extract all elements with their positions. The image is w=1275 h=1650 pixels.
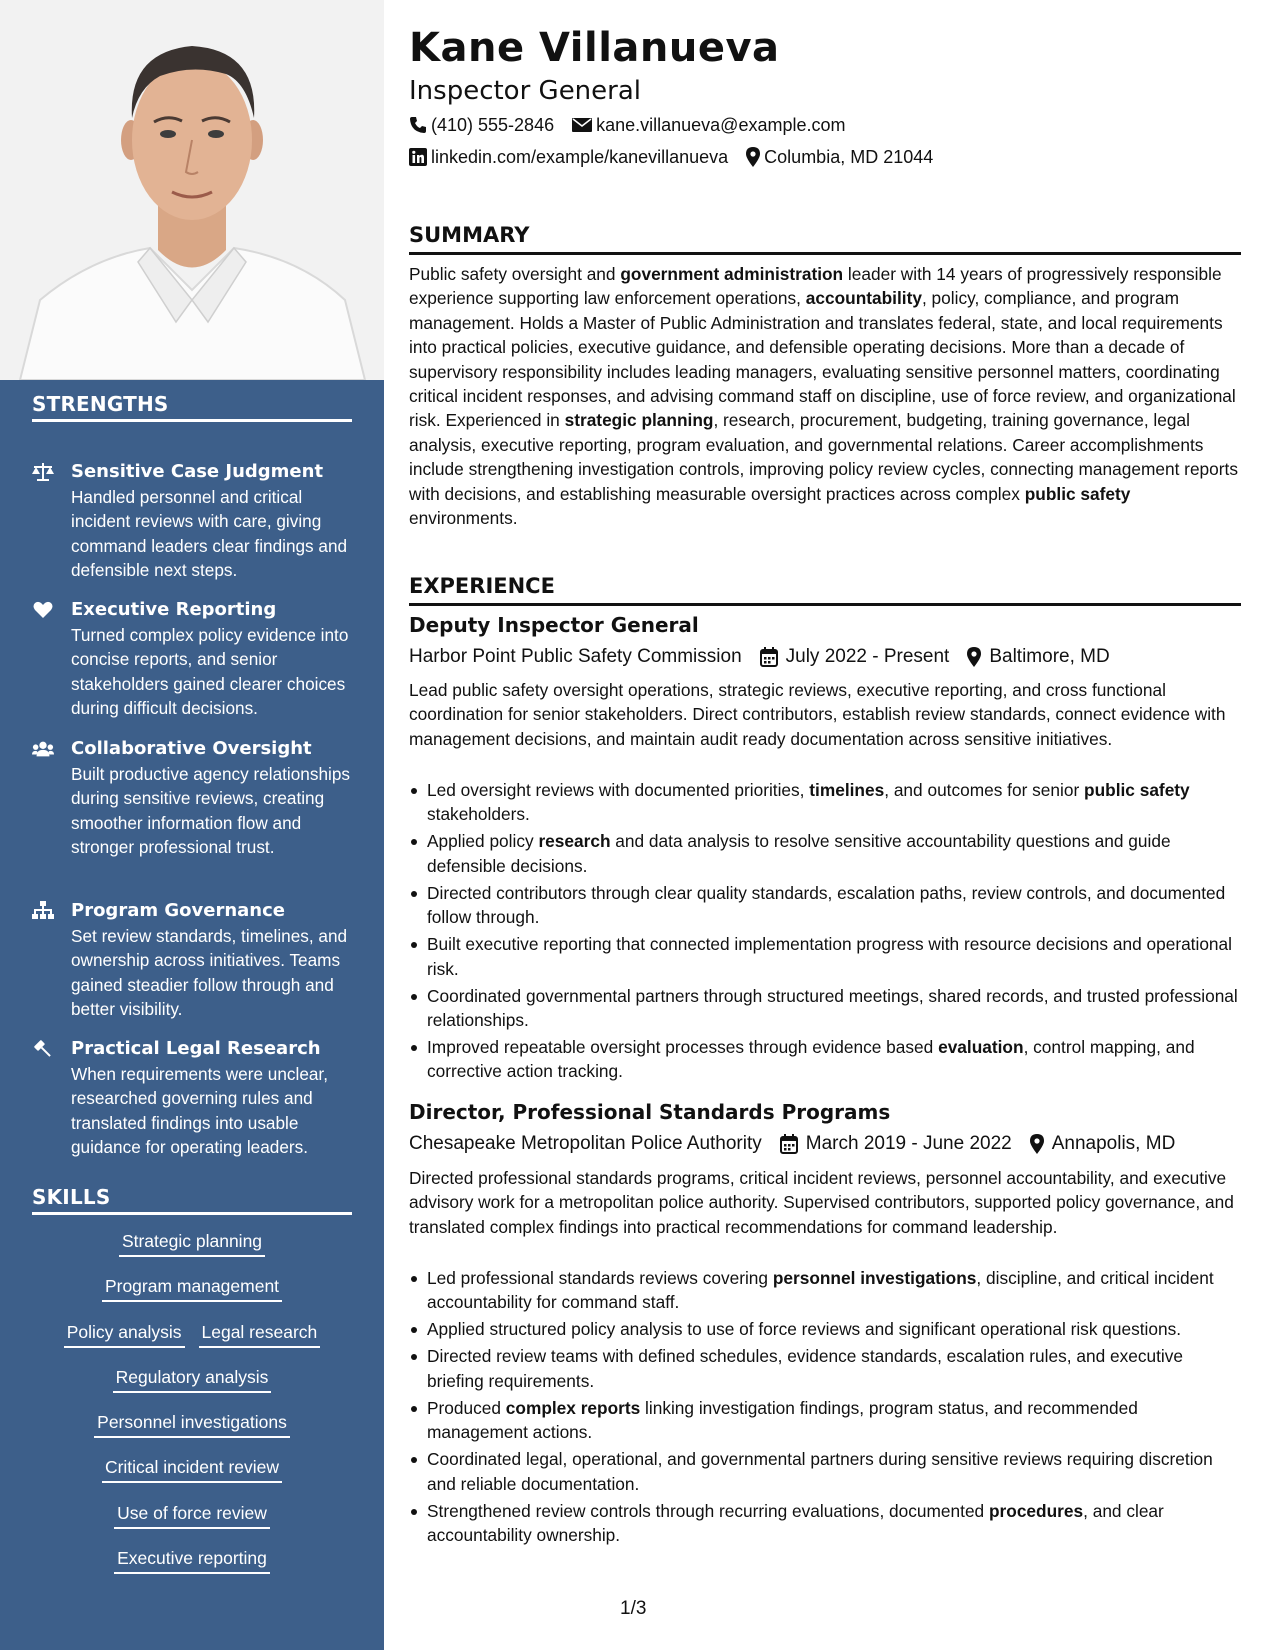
- job-bullet: Strengthened review controls through recurring evaluations, documented procedures, and clear accountability ownership.: [409, 1499, 1241, 1548]
- skill-tag: Regulatory analysis: [113, 1366, 272, 1393]
- skill-tag: Executive reporting: [114, 1547, 270, 1574]
- job-bullets: [409, 778, 1241, 1086]
- summary-heading: SUMMARY: [409, 222, 1241, 255]
- summary-emphasis: accountability: [805, 288, 922, 309]
- job-bullet: Directed contributors through clear quality standards, escalation paths, review controls, and documented follow through.: [409, 881, 1241, 930]
- skills-heading: SKILLS: [32, 1185, 352, 1215]
- skill-row: [0, 1230, 384, 1275]
- heart-icon: [32, 600, 54, 620]
- skill-tag: Legal research: [199, 1321, 321, 1348]
- strength-title: Executive Reporting: [71, 599, 277, 620]
- job-description: Directed professional standards programs, critical incident reviews, personnel accountability, and executive advisory work for a metropolitan police authority. Supervised contributors, supported policy governance, and translated complex findings into practical recommendations for command leadership.: [409, 1168, 1234, 1237]
- bullet-emphasis: public safety: [1084, 780, 1190, 800]
- skill-row: [0, 1502, 384, 1547]
- location-text: Columbia, MD 21044: [764, 147, 934, 167]
- map-marker-icon: [967, 647, 981, 667]
- strength-title: Sensitive Case Judgment: [71, 461, 324, 482]
- scale-icon: [32, 462, 54, 482]
- strength-desc: When requirements were unclear, researched governing rules and translated findings into usable guidance for operating leaders.: [71, 1064, 328, 1158]
- summary-text: Public safety oversight and government administration leader with 14 years of progressively responsible experience supporting law enforcement operations, accountability, policy, compliance, and program management. Holds a Master of Public Administration and translates federal, state, and local requirements into practical policies, executive guidance, and defensible operating decisions. More than a decade of supervisory responsibility includes leading managers, evaluating sensitive personnel matters, coordinating critical incident responses, and advising command staff on discipline, use of force review, and organizational risk. Experienced in strategic planning, research, procurement, budgeting, training governance, legal analysis, executive reporting, program evaluation, and governmental relations. Career accomplishments include strengthening investigation controls, improving policy review cycles, connecting management reports with decisions, and establishing measurable oversight practices across complex public safety environments.: [409, 264, 1238, 529]
- map-marker-icon: [1030, 1134, 1044, 1154]
- skill-tag: Program management: [102, 1275, 282, 1302]
- linkedin-icon: [409, 148, 427, 166]
- skill-row: [0, 1456, 384, 1501]
- strength-title: Program Governance: [71, 900, 285, 921]
- job-bullet: Applied policy research and data analysis to resolve sensitive accountability questions and guide defensible decisions.: [409, 829, 1241, 878]
- candidate-title: Inspector General: [409, 76, 642, 106]
- job-bullet: Directed review teams with defined schedules, evidence standards, escalation rules, and executive briefing requirements.: [409, 1344, 1241, 1393]
- job-dates: March 2019 - June 2022: [805, 1133, 1012, 1154]
- skill-row: [0, 1411, 384, 1456]
- job-bullet: Coordinated governmental partners through structured meetings, shared records, and trusted professional relationships.: [409, 984, 1241, 1033]
- job-meta: [409, 1132, 1175, 1156]
- job-bullets: [409, 1266, 1241, 1550]
- strength-title: Practical Legal Research: [71, 1038, 321, 1059]
- experience-heading: EXPERIENCE: [409, 573, 1241, 606]
- gavel-icon: [32, 1039, 54, 1059]
- email-link[interactable]: kane.villanueva@example.com: [596, 115, 846, 135]
- candidate-name: Kane Villanueva: [409, 25, 780, 71]
- skill-row: [0, 1547, 384, 1592]
- map-marker-icon: [746, 147, 760, 167]
- strength-desc: Turned complex policy evidence into concise reports, and senior stakeholders gained clearer choices during difficult decisions.: [71, 625, 349, 719]
- job-description: Lead public safety oversight operations, strategic reviews, executive reporting, and cross functional coordination for senior stakeholders. Direct contributors, establish review standards, connect evidence with management decisions, and maintain audit ready documentation across sensitive initiatives.: [409, 680, 1226, 749]
- phone-icon: [409, 116, 427, 134]
- job-dates: July 2022 - Present: [785, 646, 950, 667]
- skills-list: [0, 1230, 384, 1592]
- calendar-icon: [780, 1134, 798, 1154]
- skill-row: [0, 1366, 384, 1411]
- skill-row: [0, 1321, 384, 1366]
- strengths-heading: STRENGTHS: [32, 392, 352, 422]
- skill-tag: Strategic planning: [119, 1230, 265, 1257]
- job-bullet: Improved repeatable oversight processes through evidence based evaluation, control mapping, and corrective action tracking.: [409, 1035, 1241, 1084]
- envelope-icon: [572, 117, 592, 133]
- strength-desc: Handled personnel and critical incident reviews with care, giving command leaders clear findings and defensible next steps.: [71, 487, 348, 581]
- users-icon: [32, 739, 54, 759]
- bullet-emphasis: evaluation: [938, 1037, 1024, 1058]
- summary-emphasis: strategic planning: [564, 410, 714, 431]
- job-title: Director, Professional Standards Programs: [409, 1100, 891, 1124]
- bullet-emphasis: research: [538, 831, 611, 852]
- summary-emphasis: government administration: [620, 264, 844, 284]
- bullet-emphasis: complex reports: [505, 1397, 641, 1418]
- job-title: Deputy Inspector General: [409, 613, 699, 637]
- job-bullet: Coordinated legal, operational, and governmental partners during sensitive reviews requiring discretion and reliable documentation.: [409, 1447, 1241, 1496]
- strength-desc: Built productive agency relationships during sensitive reviews, creating smoother information flow and stronger professional trust.: [71, 764, 350, 858]
- profile-photo-image: [0, 0, 384, 380]
- profile-photo: [0, 0, 384, 380]
- job-bullet: Produced complex reports linking investigation findings, program status, and recommended management actions.: [409, 1396, 1241, 1445]
- page-number: 1/3: [620, 1598, 647, 1619]
- bullet-emphasis: timelines: [809, 780, 885, 800]
- skill-tag: Personnel investigations: [94, 1411, 290, 1438]
- strength-title: Collaborative Oversight: [71, 738, 312, 759]
- job-bullet: Led professional standards reviews covering personnel investigations, discipline, and critical incident accountability for command staff.: [409, 1266, 1241, 1315]
- contact-line-1: [409, 114, 846, 136]
- job-meta: [409, 645, 1110, 669]
- skill-tag: Critical incident review: [102, 1456, 282, 1483]
- contact-line-2: [409, 146, 933, 168]
- bullet-emphasis: personnel investigations: [772, 1268, 977, 1288]
- sitemap-icon: [32, 901, 54, 921]
- job-bullet: Applied structured policy analysis to use of force reviews and significant operational risk questions.: [409, 1317, 1241, 1341]
- strength-desc: Set review standards, timelines, and ownership across initiatives. Teams gained steadier follow through and better visibility.: [71, 926, 348, 1020]
- skill-row: [0, 1275, 384, 1320]
- bullet-emphasis: procedures: [988, 1500, 1084, 1521]
- job-location: Baltimore, MD: [989, 646, 1110, 667]
- linkedin-link[interactable]: linkedin.com/example/kanevillanueva: [431, 147, 729, 167]
- job-bullet: Led oversight reviews with documented priorities, timelines, and outcomes for senior public safety stakeholders.: [409, 778, 1241, 827]
- job-organization: Chesapeake Metropolitan Police Authority: [409, 1133, 762, 1154]
- job-location: Annapolis, MD: [1051, 1133, 1176, 1154]
- skill-tag: Policy analysis: [64, 1321, 185, 1348]
- phone-number[interactable]: (410) 555-2846: [431, 115, 555, 135]
- summary-emphasis: public safety: [1024, 483, 1131, 504]
- job-organization: Harbor Point Public Safety Commission: [409, 646, 742, 667]
- job-bullet: Built executive reporting that connected implementation progress with resource decisions and operational risk.: [409, 932, 1241, 981]
- skill-tag: Use of force review: [114, 1502, 270, 1529]
- calendar-icon: [760, 647, 778, 667]
- sidebar: [0, 0, 384, 1650]
